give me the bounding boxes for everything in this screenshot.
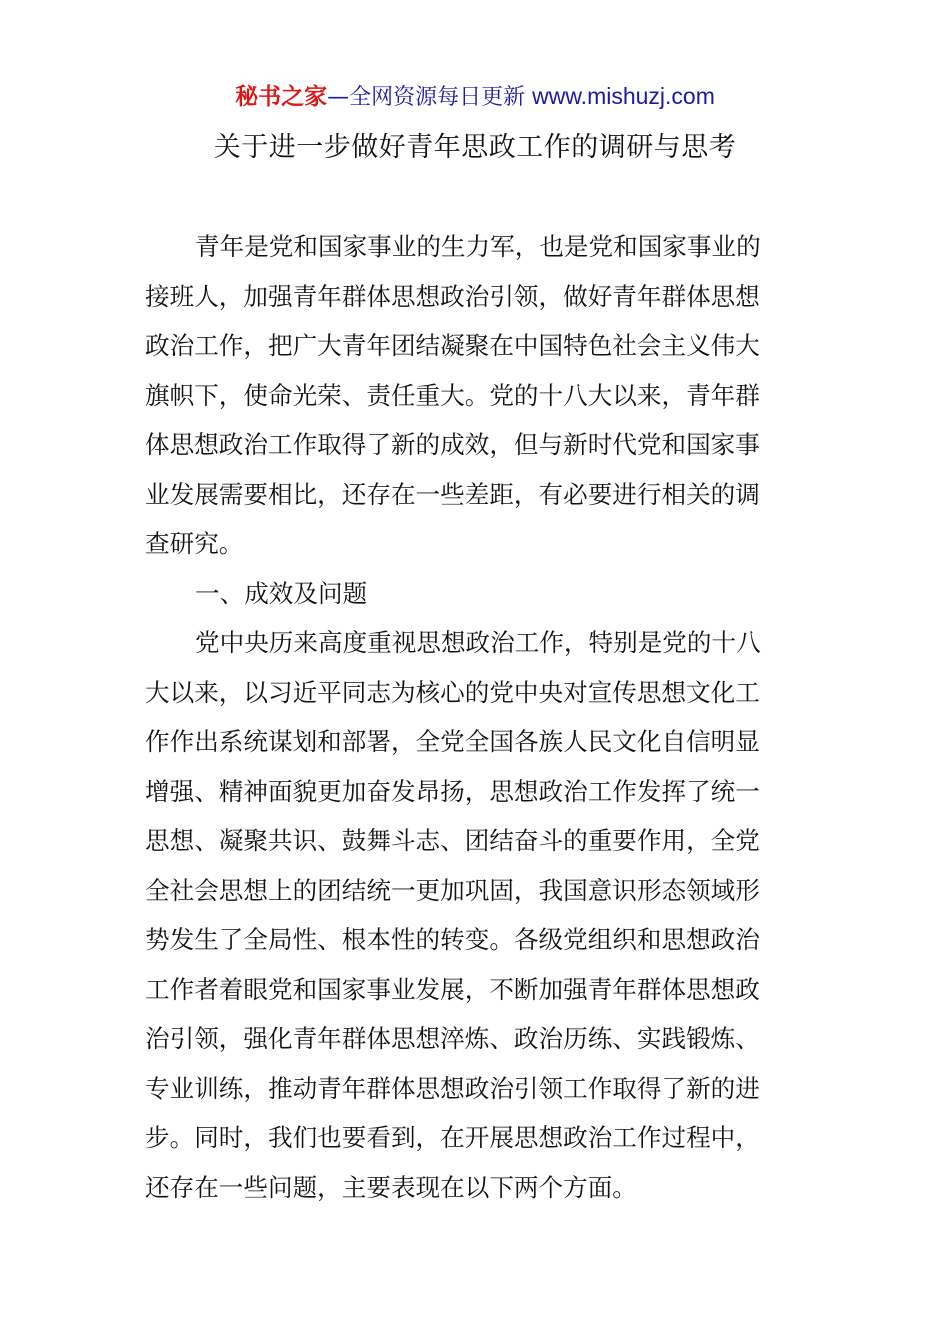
paragraph-line: 专业训练，推动青年群体思想政治引领工作取得了新的进 (145, 1073, 760, 1103)
document-title: 关于进一步做好青年思政工作的调研与思考 (213, 132, 737, 163)
paragraph-line: 全社会思想上的团结统一更加巩固，我国意识形态领域形 (145, 875, 760, 905)
header-tagline: —全网资源每日更新 (327, 85, 526, 110)
site-header (0, 80, 950, 114)
paragraph-line: 业发展需要相比，还存在一些差距，有必要进行相关的调 (145, 479, 760, 509)
section-heading: 一、成效及问题 (195, 578, 368, 608)
paragraph-line: 查研究。 (145, 529, 244, 558)
paragraph-line: 体思想政治工作取得了新的成效，但与新时代党和国家事 (145, 430, 760, 459)
paragraph-line: 思想、凝聚共识、鼓舞斗志、团结奋斗的重要作用，全党 (145, 826, 760, 855)
site-url-link[interactable]: www.mishuzj.com (532, 83, 715, 109)
paragraph-line: 治引领，强化青年群体思想淬炼、政治历练、实践锻炼、 (145, 1024, 760, 1053)
brand-name: 秘书之家 (235, 84, 328, 110)
paragraph-line: 大以来，以习近平同志为核心的党中央对宣传思想文化工 (145, 677, 760, 707)
paragraph-line: 青年是党和国家事业的生力军，也是党和国家事业的 (195, 232, 761, 261)
paragraph-line: 步。同时，我们也要看到，在开展思想政治工作过程中， (145, 1123, 760, 1152)
paragraph-line: 工作者着眼党和国家事业发展，不断加强青年群体思想政 (145, 974, 760, 1004)
paragraph-line: 还存在一些问题，主要表现在以下两个方面。 (145, 1172, 637, 1202)
paragraph-line: 势发生了全局性、根本性的转变。各级党组织和思想政治 (145, 925, 760, 954)
paragraph-line: 党中央历来高度重视思想政治工作，特别是党的十八 (195, 628, 761, 657)
document-body (145, 222, 807, 1212)
paragraph-line: 接班人，加强青年群体思想政治引领，做好青年群体思想 (145, 281, 760, 311)
paragraph-line: 政治工作，把广大青年团结凝聚在中国特色社会主义伟大 (145, 331, 760, 360)
paragraph-line: 增强、精神面貌更加奋发昂扬，思想政治工作发挥了统一 (145, 776, 760, 806)
paragraph-line: 旗帜下，使命光荣、责任重大。党的十八大以来，青年群 (145, 380, 760, 410)
paragraph-line: 作作出系统谋划和部署，全党全国各族人民文化自信明显 (145, 727, 760, 756)
